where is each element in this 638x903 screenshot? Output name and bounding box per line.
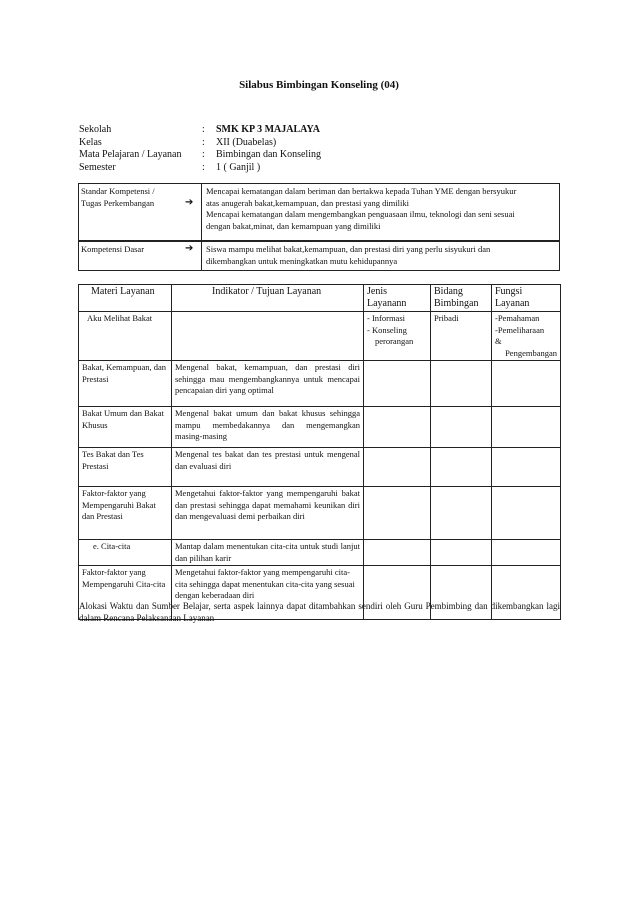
jenis-line: - Informasi <box>367 313 406 323</box>
arrow-right-icon: ➔ <box>185 243 194 254</box>
jenis-cell <box>364 487 431 540</box>
standar-line: Mencapai kematangan dalam beriman dan bertakwa kepada Tuhan YME dengan bersyukur <box>206 186 517 196</box>
fungsi-cell <box>492 448 561 487</box>
bidang-cell <box>431 487 492 540</box>
bidang-cell <box>431 361 492 407</box>
jenis-cell <box>364 407 431 448</box>
header-indikator: Indikator / Tujuan Layanan <box>172 285 364 312</box>
standar-line: atas anugerah bakat,kemampuan, dan prestasi yang dimiliki <box>206 197 409 208</box>
materi-table <box>78 284 561 620</box>
standar-line: Mencapai kematangan dalam mengembangkan penguasaan ilmu, teknologi dan seni sesuai <box>206 209 515 219</box>
standar-label-line: Tugas Perkembangan <box>81 197 155 208</box>
kompetensi-text <box>201 242 559 270</box>
materi-cell: Faktor-faktor yang Mempengaruhi Bakat dan Prestasi <box>79 487 172 540</box>
table-row <box>79 448 561 487</box>
info-value: Bimbingan dan Konseling <box>216 149 321 160</box>
materi-cell: Bakat Umum dan Bakat Khusus <box>79 407 172 448</box>
jenis-cell <box>364 448 431 487</box>
bidang-cell: Pribadi <box>431 312 492 361</box>
kompetensi-line: Siswa mampu melihat bakat,kemampuan, dan prestasi diri yang perlu sisyukuri dan <box>206 244 491 254</box>
materi-cell: e. Cita-cita <box>79 540 172 566</box>
indikator-cell <box>172 312 364 361</box>
bidang-cell <box>431 540 492 566</box>
table-row <box>79 407 561 448</box>
info-value: 1 ( Ganjil ) <box>216 161 261 173</box>
info-value: SMK KP 3 MAJALAYA <box>216 124 320 135</box>
jenis-cell <box>364 312 431 361</box>
jenis-line: perorangan <box>375 336 414 346</box>
header-materi: Materi Layanan <box>79 285 172 312</box>
fungsi-line: & <box>495 336 502 346</box>
arrow-right-icon: ➔ <box>185 197 194 208</box>
kompetensi-dasar-box <box>78 241 560 271</box>
info-colon: : <box>202 136 205 148</box>
header-fungsi: Fungsi Layanan <box>492 285 561 312</box>
info-label: Sekolah <box>79 124 112 135</box>
info-row-mapel <box>79 149 321 162</box>
jenis-cell <box>364 540 431 566</box>
jenis-line: - Konseling <box>367 324 407 335</box>
fungsi-cell <box>492 361 561 407</box>
materi-cell: Faktor-faktor yang Mempengaruhi Cita-cita <box>79 566 172 620</box>
bidang-cell <box>431 448 492 487</box>
info-colon: : <box>202 124 205 135</box>
kompetensi-label: Kompetensi Dasar <box>81 244 145 254</box>
info-label: Mata Pelajaran / Layanan <box>79 149 182 160</box>
indikator-cell: Mengenal bakat, kemampuan, dan prestasi diri sehingga mau mengembangkannya untuk mencapai pencapaian diri yang optimal <box>172 361 364 407</box>
table-header-row <box>79 285 561 312</box>
fungsi-cell <box>492 312 561 361</box>
info-label: Kelas <box>79 136 102 148</box>
info-row-semester <box>79 162 321 175</box>
table-row <box>79 487 561 540</box>
materi-cell: Aku Melihat Bakat <box>79 312 172 361</box>
standar-kompetensi-box <box>78 183 560 241</box>
standar-label <box>81 186 199 209</box>
info-colon: : <box>202 161 205 173</box>
standar-text <box>201 184 559 240</box>
info-label: Semester <box>79 161 116 173</box>
indikator-cell: Mengenal tes bakat dan tes prestasi untuk mengenal dan evaluasi diri <box>172 448 364 487</box>
table-row <box>79 361 561 407</box>
info-value: XII (Duabelas) <box>216 136 277 148</box>
fungsi-cell <box>492 407 561 448</box>
fungsi-cell <box>492 487 561 540</box>
header-bidang: Bidang Bimbingan <box>431 285 492 312</box>
table-row <box>79 312 561 361</box>
fungsi-line: Pengembangan <box>505 347 557 358</box>
indikator-cell: Mengetahui faktor-faktor yang mempengaruhi bakat dan prestasi sehingga dapat memahami keunikan diri dan mengevaluasi demi perbaikan diri <box>172 487 364 540</box>
kompetensi-line: dikembangkan untuk meningkatkan mutu kehidupannya <box>206 255 398 266</box>
standar-line: dengan bakat,minat, dan kemampuan yang dimiliki <box>206 220 381 231</box>
bidang-cell <box>431 407 492 448</box>
indikator-cell: Mengetahui faktor-faktor yang mempengaruhi cita-cita sehingga dapat menentukan cita-cita yang sesuai dengan keberadaan diri <box>172 566 364 620</box>
info-block <box>79 124 321 174</box>
info-row-sekolah <box>79 124 321 137</box>
standar-label-line: Standar Kompetensi / <box>81 186 155 196</box>
indikator-cell: Mengenal bakat umum dan bakat khusus sehingga mampu membedakannya dan mengemangkan masing-masing <box>172 407 364 448</box>
info-row-kelas <box>79 137 321 150</box>
table-row <box>79 540 561 566</box>
jenis-cell <box>364 361 431 407</box>
page-title: Silabus Bimbingan Konseling (04) <box>239 79 399 91</box>
footer-note: Alokasi Waktu dan Sumber Belajar, serta aspek lainnya dapat ditambahkan sendiri oleh Guru Pembimbing dan dikembangkan lagi dalam Rencana Pelaksanaan Layanan <box>79 601 560 623</box>
info-colon: : <box>202 149 205 160</box>
materi-cell: Tes Bakat dan Tes Prestasi <box>79 448 172 487</box>
fungsi-line: -Pemahaman <box>495 313 540 323</box>
materi-cell: Bakat, Kemampuan, dan Prestasi <box>79 361 172 407</box>
fungsi-cell <box>492 540 561 566</box>
header-jenis: Jenis Layanann <box>364 285 431 312</box>
indikator-cell: Mantap dalam menentukan cita-cita untuk studi lanjut dan pilihan karir <box>172 540 364 566</box>
fungsi-line: -Pemeliharaan <box>495 324 545 335</box>
